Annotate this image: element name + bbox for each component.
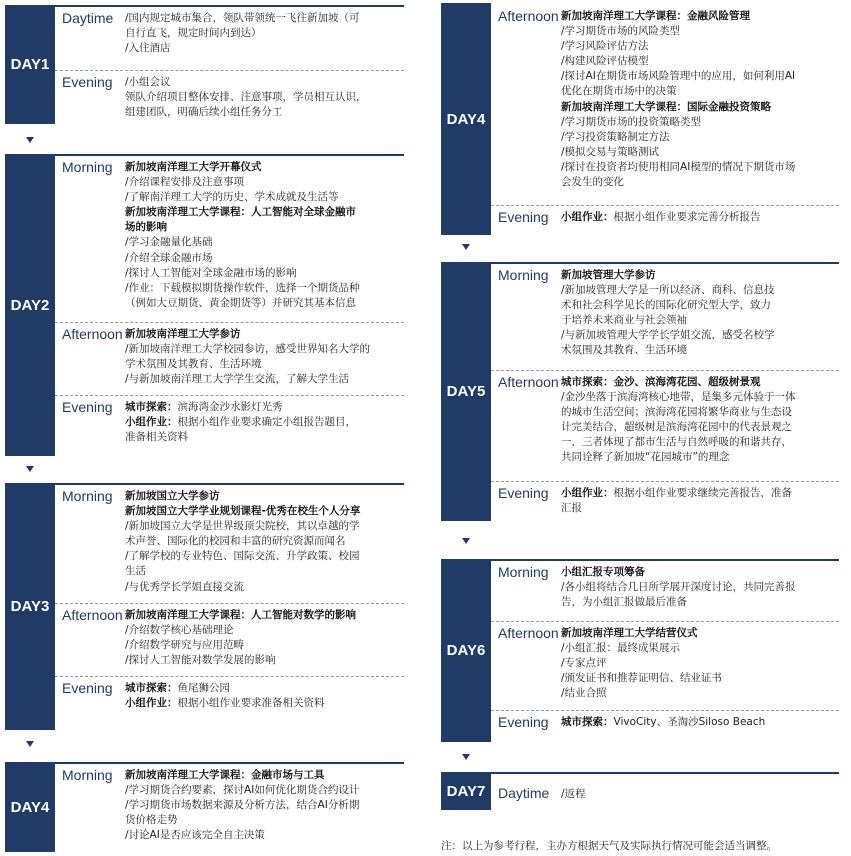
day4-block-part1	[5, 762, 404, 852]
session-label: Evening	[498, 485, 549, 501]
arrow-down-icon	[26, 741, 34, 747]
day-label: DAY3	[5, 483, 55, 730]
day-label: DAY1	[5, 5, 55, 124]
session-content: 小组作业：根据小组作业要求继续完善报告，准备 汇报	[561, 487, 792, 515]
session-afternoon	[491, 622, 839, 711]
session-content: 城市探索：滨海湾金沙水影灯光秀 小组作业：根据小组作业要求确定小组报告题目， 准备相关资料	[125, 401, 356, 444]
session-morning	[55, 485, 404, 604]
session-evening	[491, 711, 839, 742]
session-afternoon	[55, 323, 404, 396]
session-daytime	[55, 7, 404, 71]
session-evening	[55, 71, 404, 124]
session-morning	[491, 264, 839, 371]
session-content: 城市探索：金沙、滨海湾花园、超级树景观 /金沙坐落于滨海湾核心地带，是集多元体验于一体 的城市生活空间；滨海湾花园将繁华商业与生态设 计完美结合，超级树是滨海湾花园中的代表景观之 一，三者体现了都市生活与自然呼吸的和谐共存， 共同诠释了新加坡“花园城市”的理念	[561, 376, 796, 464]
session-label: Afternoon	[498, 8, 559, 24]
arrow-down-icon	[26, 137, 34, 143]
session-label: Evening	[62, 74, 113, 90]
day4-block-part2	[441, 3, 839, 235]
session-content: 新加坡管理大学参访 /新加坡管理大学是一所以经济、商科、信息技 术和社会科学见长的国际化研究型大学，致力 于培养未来商业与社会领袖 /与新加坡管理大学学长学姐交流，感受名校学 术氛围及其教育、生活环境	[561, 269, 775, 357]
session-label: Afternoon	[62, 326, 123, 342]
session-content: 新加坡南洋理工大学开幕仪式 /介绍课程安排及注意事项 /了解南洋理工大学的历史、学术成就及生活等 新加坡南洋理工大学课程：人工智能对全球金融市 场的影响 /学习金融量化基础 /介绍全球金融市场 /探讨人工智能对全球金融市场的影响 /作业：下载模拟期货操作软件，选择一个期货品种 （例如大豆期货、黄金期货等）并研究其基本信息	[125, 161, 360, 309]
session-label: Evening	[62, 680, 113, 696]
day3-block	[5, 483, 404, 730]
session-label: Evening	[62, 399, 113, 415]
session-content: 新加坡南洋理工大学课程：金融风险管理 /学习期货市场的风险类型 /学习风险评估方法 /构建风险评估模型 /探讨AI在期货市场风险管理中的应用，如何利用AI 优化在期货市场中的决策 新加坡南洋理工大学课程：国际金融投资策略 /学习期货市场的投资策略类型 /学习投资策略制定方法 /模拟交易与策略测试 /探讨在投资者均使用相同AI模型的情况下期货市场 会发生的变化	[561, 10, 796, 189]
session-morning	[491, 561, 839, 622]
day5-block	[441, 262, 839, 521]
day1-block	[5, 5, 404, 124]
session-evening	[55, 677, 404, 730]
session-afternoon	[491, 5, 839, 206]
session-content: 新加坡南洋理工大学课程：金融市场与工具 /学习期货合约要素，探讨AI如何优化期货合约设计 /学习期货市场数据来源及分析方法，结合AI分析期 货价格走势 /讨论AI是否应该完全自主决策	[125, 769, 360, 842]
session-afternoon	[55, 604, 404, 677]
arrow-down-icon	[462, 244, 470, 250]
day-label: DAY7	[441, 772, 491, 810]
session-morning	[55, 764, 404, 852]
day-label: DAY4	[5, 762, 55, 852]
session-label: Daytime	[498, 785, 550, 801]
session-label: Afternoon	[498, 374, 559, 390]
session-label: Morning	[498, 267, 549, 283]
session-content: 城市探索：鱼尾狮公园 小组作业：根据小组作业要求准备相关资料	[125, 682, 325, 710]
session-label: Evening	[498, 209, 549, 225]
session-label: Daytime	[62, 10, 114, 26]
arrow-down-icon	[462, 754, 470, 760]
session-label: Morning	[62, 159, 113, 175]
arrow-down-icon	[462, 538, 470, 544]
day-label: DAY2	[5, 154, 55, 456]
session-content: 小组作业：根据小组作业要求完善分析报告	[561, 211, 761, 223]
session-content: /国内规定城市集合，领队带领统一飞往新加坡（可 自行直飞，规定时间内到达） /入住酒店	[125, 12, 360, 55]
session-evening	[491, 206, 839, 235]
session-afternoon	[491, 371, 839, 482]
arrow-down-icon	[26, 466, 34, 472]
day6-block	[441, 559, 839, 742]
day2-block	[5, 154, 404, 456]
session-label: Afternoon	[62, 607, 123, 623]
session-content: 城市探索：VivoCity、圣淘沙Siloso Beach	[561, 716, 766, 728]
session-content: /小组会议 领队介绍项目整体安排、注意事项，学员相互认识， 组建团队，明确后续小组任务分工	[125, 76, 367, 119]
day-label: DAY6	[441, 559, 491, 742]
session-content: /返程	[561, 788, 586, 800]
session-evening	[55, 396, 404, 456]
session-daytime	[491, 774, 839, 810]
session-label: Morning	[498, 564, 549, 580]
session-label: Morning	[62, 488, 113, 504]
session-label: Evening	[498, 714, 549, 730]
session-content: 新加坡南洋理工大学结营仪式 /小组汇报：最终成果展示 /专家点评 /颁发证书和推荐证明信、结业证书 /结业合照	[561, 627, 723, 700]
session-content: 新加坡南洋理工大学参访 /新加坡南洋理工大学校园参访，感受世界知名大学的 学术氛围及其教育、生活环境 /与新加坡南洋理工大学学生交流，了解大学生活	[125, 328, 371, 386]
footnote: 注：以上为参考行程，主办方根据天气及实际执行情况可能会适当调整。	[441, 840, 777, 852]
session-label: Afternoon	[498, 625, 559, 641]
day-label: DAY4	[441, 3, 491, 235]
day7-block	[441, 772, 839, 810]
session-morning	[55, 156, 404, 323]
session-content: 新加坡南洋理工大学课程：人工智能对数学的影响 /介绍数学核心基础理论 /介绍数学研究与应用范畴 /探讨人工智能对数学发展的影响	[125, 609, 356, 667]
session-label: Morning	[62, 767, 113, 783]
day-label: DAY5	[441, 262, 491, 521]
session-content: 新加坡国立大学参访 新加坡国立大学学业规划课程-优秀在校生个人分享 /新加坡国立大学是世界级顶尖院校，其以卓越的学 术声誉、国际化的校园和丰富的研究资源而闻名 /了解学校的专业特色、国际交流、升学政策、校园 生活 /与优秀学长学姐直接交流	[125, 490, 361, 593]
session-evening	[491, 482, 839, 521]
session-content: 小组汇报专项筹备 /各小组将结合几日所学展开深度讨论，共同完善报 告，为小组汇报做最后准备	[561, 566, 796, 609]
